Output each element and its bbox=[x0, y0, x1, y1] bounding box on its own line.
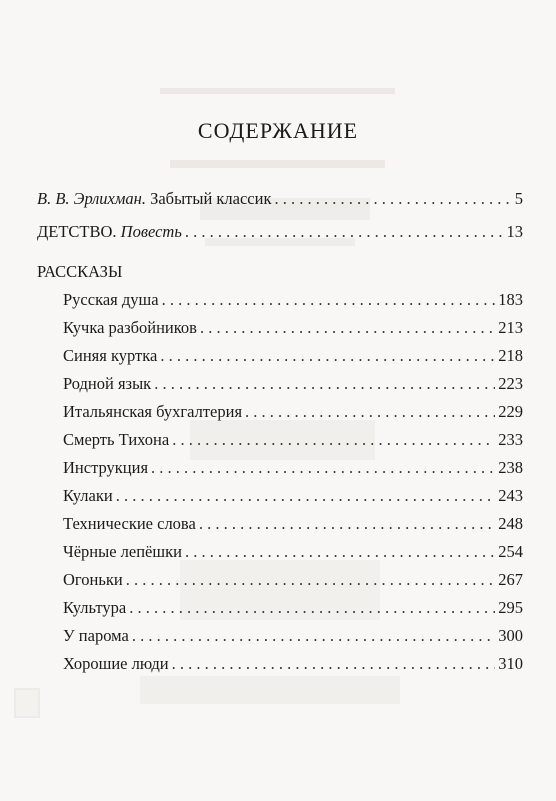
entry-label bbox=[37, 222, 182, 242]
leader-dots bbox=[172, 654, 496, 674]
show-through-text bbox=[160, 88, 395, 94]
toc-entry-story[interactable] bbox=[63, 430, 523, 450]
toc-entry-story[interactable] bbox=[63, 570, 523, 590]
entry-title: Забытый классик bbox=[150, 189, 272, 208]
leader-dots bbox=[162, 290, 496, 310]
entry-subtitle: Повесть bbox=[120, 222, 182, 241]
entry-page-number: 233 bbox=[498, 430, 523, 449]
section-heading: РАССКАЗЫ bbox=[37, 262, 123, 281]
entry-title: Смерть Тихона bbox=[63, 430, 170, 449]
leader-dots bbox=[154, 374, 495, 394]
leader-dots bbox=[245, 402, 495, 422]
toc-entry-story[interactable] bbox=[63, 290, 523, 310]
entry-title: Инструкция bbox=[63, 458, 149, 477]
entry-title: Кулаки bbox=[63, 486, 113, 505]
entry-page-number: 13 bbox=[506, 222, 523, 241]
entry-title: Итальянская бухгалтерия bbox=[63, 402, 243, 421]
toc-entry-story[interactable] bbox=[63, 318, 523, 338]
entry-page-number: 295 bbox=[498, 598, 523, 617]
entry-author: В. В. Эрлихман. bbox=[37, 189, 146, 208]
leader-dots bbox=[199, 514, 495, 534]
leader-dots bbox=[274, 189, 511, 209]
entry-page-number: 254 bbox=[498, 542, 523, 561]
toc-entry-story[interactable] bbox=[63, 598, 523, 618]
show-through-logo bbox=[14, 688, 40, 718]
entry-title: ДЕТСТВО. bbox=[37, 222, 117, 241]
entry-page-number: 218 bbox=[498, 346, 523, 365]
entry-title: Чёрные лепёшки bbox=[63, 542, 182, 561]
show-through-text bbox=[170, 160, 385, 168]
leader-dots bbox=[126, 570, 496, 590]
entry-page-number: 183 bbox=[498, 290, 523, 309]
leader-dots bbox=[185, 222, 504, 242]
entry-title: Технические слова bbox=[63, 514, 196, 533]
leader-dots bbox=[160, 346, 495, 366]
show-through-text bbox=[140, 676, 400, 704]
toc-entry-story[interactable] bbox=[63, 514, 523, 534]
entry-page-number: 248 bbox=[498, 514, 523, 533]
page-title: СОДЕРЖАНИЕ bbox=[197, 118, 359, 143]
entry-page-number: 300 bbox=[498, 626, 523, 645]
toc-entry-story[interactable] bbox=[63, 402, 523, 422]
toc-entry-story[interactable] bbox=[63, 626, 523, 646]
toc-entry-story[interactable] bbox=[63, 346, 523, 366]
toc-entry-story[interactable] bbox=[63, 458, 523, 478]
toc-entry-intro[interactable] bbox=[37, 189, 523, 209]
entry-title: Русская душа bbox=[63, 290, 159, 309]
leader-dots bbox=[116, 486, 496, 506]
leader-dots bbox=[132, 626, 495, 646]
entry-title: Огоньки bbox=[63, 570, 123, 589]
leader-dots bbox=[200, 318, 495, 338]
entry-page-number: 223 bbox=[498, 374, 523, 393]
entry-page-number: 310 bbox=[498, 654, 523, 673]
leader-dots bbox=[185, 542, 495, 562]
toc-entry-childhood[interactable] bbox=[37, 222, 523, 242]
entry-label bbox=[37, 189, 271, 209]
toc-entry-story[interactable] bbox=[63, 486, 523, 506]
entry-title: Синяя куртка bbox=[63, 346, 158, 365]
entry-page-number: 243 bbox=[498, 486, 523, 505]
entry-page-number: 5 bbox=[514, 189, 523, 208]
toc-entry-story[interactable] bbox=[63, 374, 523, 394]
leader-dots bbox=[129, 598, 495, 618]
leader-dots bbox=[172, 430, 495, 450]
entry-page-number: 267 bbox=[498, 570, 523, 589]
entry-title: У парома bbox=[63, 626, 129, 645]
entry-title: Родной язык bbox=[63, 374, 152, 393]
leader-dots bbox=[151, 458, 495, 478]
entry-title: Культура bbox=[63, 598, 127, 617]
entry-page-number: 213 bbox=[498, 318, 523, 337]
entry-page-number: 238 bbox=[498, 458, 523, 477]
entry-title: Кучка разбойников bbox=[63, 318, 197, 337]
entry-title: Хорошие люди bbox=[63, 654, 169, 673]
entry-page-number: 229 bbox=[498, 402, 523, 421]
toc-entry-story[interactable] bbox=[63, 542, 523, 562]
toc-entry-story[interactable] bbox=[63, 654, 523, 674]
